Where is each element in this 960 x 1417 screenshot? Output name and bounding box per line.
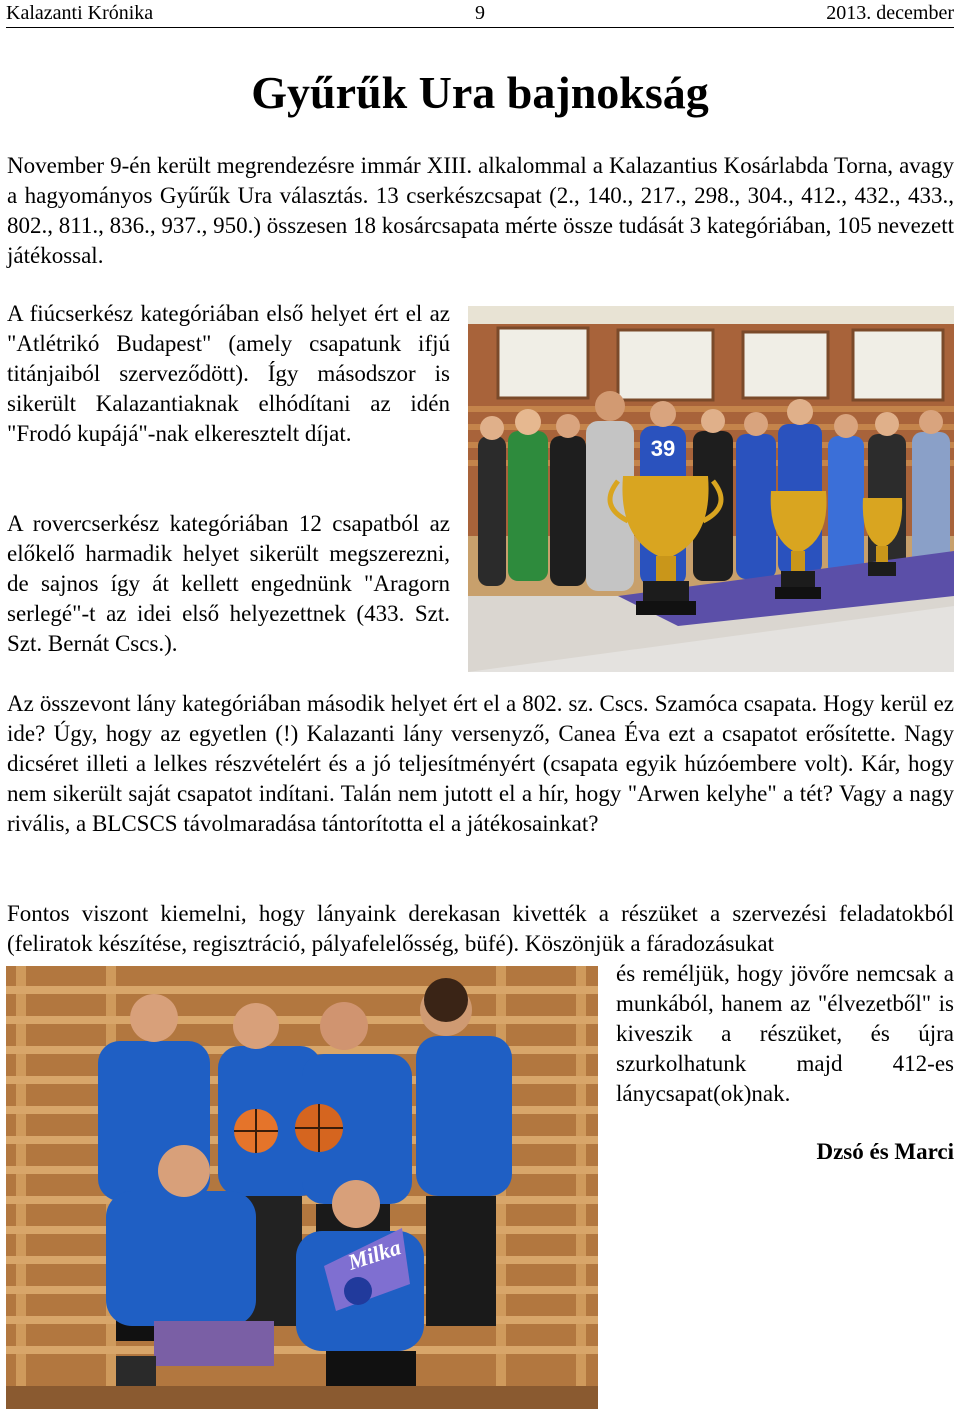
banner-text: Milka: [344, 1234, 404, 1275]
page-header: [6, 0, 954, 28]
team-photo: [6, 966, 598, 1409]
paragraph-thanks-continued: és reméljük, hogy jövőre nemcsak a munkából, hanem az "élvezetből" is kiveszik a részüket, és újra szurkolhatunk majd 412-es lánycsapat(ok)nak.: [616, 961, 954, 1106]
article-title: Gyűrűk Ura bajnokság: [251, 67, 709, 118]
paragraph-boys-category: A fiúcserkész kategóriában első helyet ért el az "Atlétrikó Budapest" (amely csapatunk ifjú titánjaiból szerveződött). Így másodszor is sikerült Kalazantiaknak elhódítani az idén "Frodó kupájá"-nak elkeresztelt díjat.: [7, 301, 450, 446]
issue-date: 2013. december: [826, 2, 954, 24]
trophy-photo: [468, 306, 954, 672]
paragraph-rover-category: A rovercserkész kategóriában 12 csapatból az előkelő harmadik helyet sikerült megszerezni, de sajnos így át kellett engednünk "Aragorn serlegé"-t az idei első helyezettnek (433. Szt. Szt. Bernát Cscs.).: [7, 511, 450, 656]
page-number: 9: [475, 2, 485, 24]
paragraph-girls-category: Az összevont lány kategóriában második helyet ért el a 802. sz. Cscs. Szamóca csapata. Hogy kerül ez ide? Úgy, hogy az egyetlen (!) Kalazanti lány versenyző, Canea Éva ezt a csapatot erősítette. Nagy dicséret illeti a lelkes részvételért és a jó teljesítményért (csapata egyik húzóembere volt). Kár, hogy nem sikerült saját csapatot indítani. Talán nem jutott el a hír, hogy "Arwen kelyhe" a tét? Vagy a nagy rivális, a BLCSCS távolmaradása tántorította el a játékosainkat?: [7, 691, 954, 836]
jersey-number: 39: [650, 436, 676, 461]
author-signature: Dzsó és Marci: [816, 1139, 954, 1164]
publication-name: Kalazanti Krónika: [6, 2, 154, 24]
paragraph-intro: November 9-én került megrendezésre immár XIII. alkalommal a Kalazantius Kosárlabda Torna, avagy a hagyományos Gyűrűk Ura választás. 13 cserkészcsapat (2., 140., 217., 298., 304., 412., 432., 433., 802., 811., 836., 937., 950.) összesen 18 kosárcsapata mérte össze tudását 3 kategóriában, 105 nevezett játékossal.: [7, 153, 954, 268]
paragraph-thanks: Fontos viszont kiemelni, hogy lányaink derekasan kivették a részüket a szervezési feladatokból (feliratok készítése, regisztráció, pályafelelősség, büfé). Köszönjük a fáradozásukat: [7, 901, 954, 956]
